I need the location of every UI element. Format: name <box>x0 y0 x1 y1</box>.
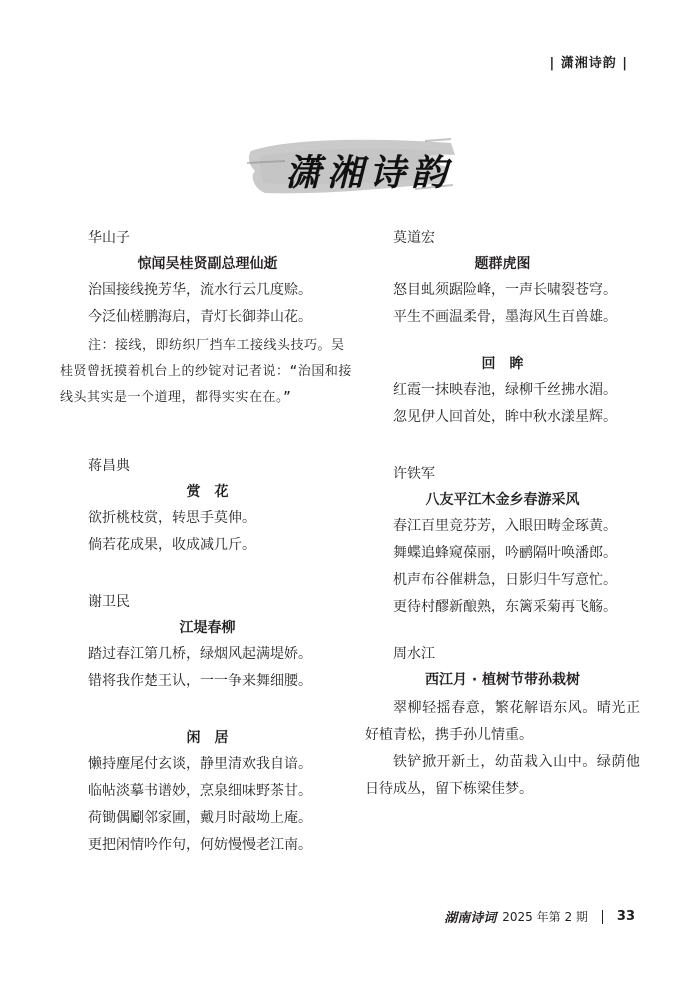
poem-note: 注：接线，即纺织厂挡车工接线头技巧。吴桂贤曾抚摸着机台上的纱锭对记者说：“治国和接线头其实是一个道理，都得实实在在。” <box>60 338 352 405</box>
running-head: | 潇湘诗韵 | <box>549 56 628 71</box>
poem-line: 倘若花成果，收成减几斤。 <box>88 537 256 553</box>
poem-title: 回 眸 <box>481 356 524 372</box>
left-column <box>60 227 355 861</box>
footer-divider <box>602 910 603 924</box>
poem-line: 治国接线挽芳华，流水行云几度赊。 <box>88 282 312 298</box>
poem-title: 赏 花 <box>186 484 229 500</box>
poem-stanza: 翠柳轻摇春意，繁花解语东风。晴光正好植青松，携手孙儿情重。 <box>365 700 640 743</box>
banner-title: 潇湘诗韵 <box>285 152 454 194</box>
poet-name: 许铁军 <box>393 466 435 482</box>
poem-line: 懒持麈尾付玄谈，静里清欢我自谙。 <box>88 756 312 772</box>
poem-line: 踏过春江第几桥，绿烟风起满堤娇。 <box>88 646 312 662</box>
poem-line: 更待村醪新酿熟，东篱采菊再飞觞。 <box>393 599 617 615</box>
poem-line: 荷锄偶劚邻家圃，戴月时敲坳上庵。 <box>88 810 312 826</box>
poem-line: 错将我作楚王认，一一争来舞细腰。 <box>88 673 312 689</box>
poem-line: 怒目虬须踞险峰，一声长啸裂苍穹。 <box>393 282 617 298</box>
poem-title: 西江月 · 植树节带孙栽树 <box>424 672 581 688</box>
right-column <box>365 227 640 803</box>
poem-line: 临帖淡摹书谱妙，烹泉细味野茶甘。 <box>88 783 312 799</box>
page-number: 33 <box>616 909 635 924</box>
poet-name: 莫道宏 <box>393 230 435 246</box>
poem-line: 欲折桃枝赏，转思手莫伸。 <box>88 510 256 526</box>
poem-title: 江堤春柳 <box>179 620 236 636</box>
poet-name: 周水江 <box>393 646 435 662</box>
poem-line: 忽见伊人回首处，眸中秋水漾星辉。 <box>393 409 617 425</box>
poet-name: 华山子 <box>88 230 130 246</box>
poet-name: 蒋昌典 <box>88 458 130 474</box>
page-footer <box>444 907 635 926</box>
poem-stanza: 铁铲掀开新土，幼苗栽入山中。绿荫他日待成丛，留下栋梁佳梦。 <box>365 754 640 797</box>
poem-line: 今泛仙槎鹏海启，青灯长御莽山花。 <box>88 309 312 325</box>
poet-name: 谢卫民 <box>88 594 130 610</box>
poem-line: 平生不画温柔骨，墨海风生百兽雄。 <box>393 309 617 325</box>
poem-line: 春江百里竞芬芳，入眼田畴金琢黄。 <box>393 518 617 534</box>
poem-line: 机声布谷催耕急，日影归牛写意忙。 <box>393 572 617 588</box>
poem-line: 红霞一抹映春池，绿柳千丝拂水湄。 <box>393 382 617 398</box>
poem-title: 题群虎图 <box>474 256 531 272</box>
poem-line: 更把闲情吟作句，何妨慢慢老江南。 <box>88 837 312 853</box>
section-banner <box>245 133 457 201</box>
poem-line: 舞蝶追蜂窥葆丽，吟鹂隔叶唤潘郎。 <box>393 545 617 561</box>
poem-title: 闲 居 <box>186 730 229 746</box>
poem-title: 八友平江木金乡春游采风 <box>425 492 580 508</box>
issue-label: 2025 年第 2 期 <box>502 910 588 924</box>
journal-logo: 湖南诗词 <box>444 911 497 926</box>
poem-title: 惊闻吴桂贤副总理仙逝 <box>137 256 278 272</box>
